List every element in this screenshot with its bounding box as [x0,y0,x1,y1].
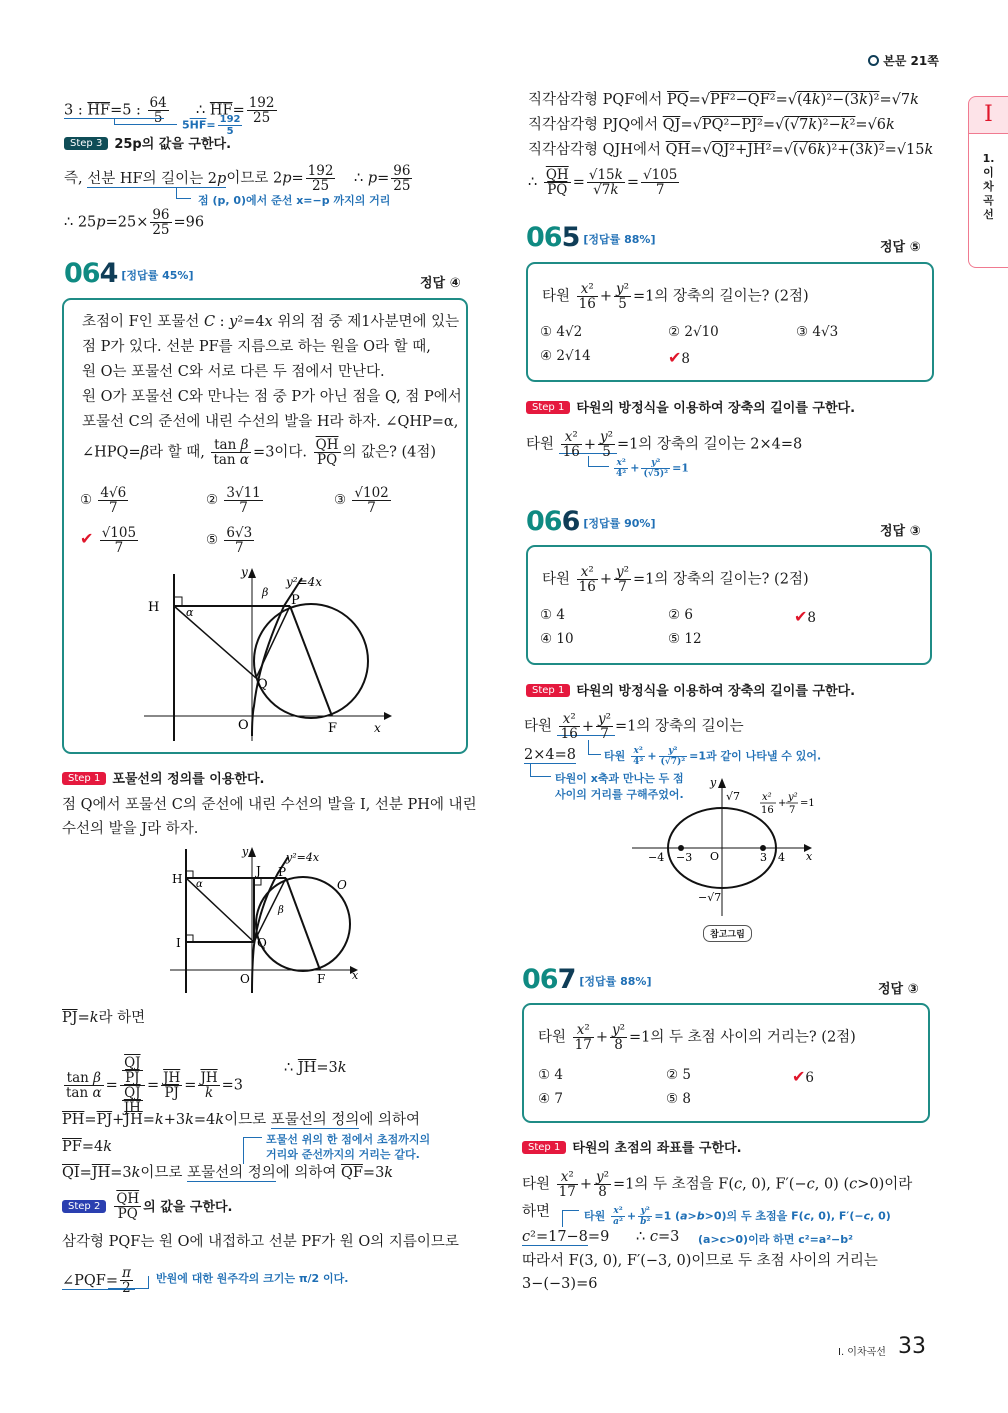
page-number: 33 [898,1334,926,1359]
svg-text:√7: √7 [726,790,741,803]
svg-text:=1: =1 [800,798,815,809]
q065-problem-box [526,262,934,382]
right-line-3: 직각삼각형 QJH에서 $\overline{QH}=√QJ^2+JH^2=√(√6k)^2+(3k)^2=√15k$ [528,142,934,158]
q065-number: 065 [정답률 88%] [526,222,656,253]
q064-problem-line-5: 포물선 C의 준선에 내린 수선의 발을 H라 하자. ∠QHP=α, [82,414,459,430]
svg-text:α: α [186,606,194,619]
cont-note2: 점 (p, 0)에서 준선 x=−p 까지의 거리 [198,194,391,207]
svg-text:I: I [176,936,181,950]
right-line-4: ∴ $\frac{\overline{QH}}{PQ}$ = $\frac{√15k}{√7k}$ = $\frac{√105}{7}$ [528,167,678,198]
q064-step2-text: 삼각형 PQF는 원 O에 내접하고 선분 PF가 원 O의 지름이므로 [62,1234,459,1250]
svg-text:J: J [256,864,261,878]
circle-bullet-icon [868,55,879,66]
q065-choice-4[interactable]: ④ 2√14 [540,348,591,364]
q067-answer: 정답 ③ [878,982,919,997]
page-ref [868,52,939,69]
cont-line1-result: ∴ $\overline{HF}=$ $\frac{192}{25}$ [196,95,275,126]
svg-text:y: y [242,845,249,858]
q064-step1-text-1: 점 Q에서 포물선 C의 준선에 내린 수선의 발을 I, 선분 PH에 내린 [62,797,477,813]
check-mark-icon: ✔ [794,607,808,626]
svg-text:F: F [317,972,326,986]
q064-sol-line-1: $\overline{PJ}=k$라 하면 [62,1010,146,1026]
cont-note2-arrow [176,188,191,199]
cont-line1: 3 : $\overline{HF}=5$ : $\frac{64}{5}$ [64,95,167,126]
check-mark-icon: ✔ [668,348,682,367]
q067-problem-box [522,1003,930,1123]
svg-text:y²=4x: y²=4x [286,851,320,864]
q067-sol-6: 3−(−3)=6 [522,1276,598,1292]
svg-text:O: O [710,850,720,863]
svg-text:y²=4x: y²=4x [286,575,323,589]
svg-text:P: P [278,865,287,879]
q064-choice-4[interactable]: ✔ $\frac{√105}{7}$ [80,525,137,556]
q065-sol: 타원 $\frac{\text{x²}}{16}$ + $\frac{\text{y²}}{5}$ =1의 장축의 길이는 2×4=8 [526,429,803,460]
q067-number: 067 [정답률 88%] [522,964,652,995]
chapter-tab-roman: I [968,96,1008,134]
q067-choice-5[interactable]: ⑤ 8 [666,1091,691,1107]
q065-choice-1[interactable]: ① 4√2 [540,324,583,340]
q064-rate: [정답률 45%] [121,268,194,282]
q066-problem-box [526,545,932,665]
q066-step1-heading: Step 1 타원의 방정식을 이용하여 장축의 길이를 구한다. [526,680,855,699]
q066-note1: 타원 $\frac{\text{x²}}{\text{4²}}$ + $\frac{\text{y²}}{\text{(√7)²}}$ =1과 같이 나타낼 수 있어. [604,746,822,767]
q065-choice-5[interactable]: ✔8 [668,348,690,367]
q066-sol: 타원 $\frac{\text{x²}}{16}$ + $\frac{\text{y²}}{7}$ =1의 장축의 길이는 [524,711,744,742]
svg-text:H: H [148,600,160,615]
svg-text:3: 3 [760,851,767,864]
q065-step1-heading: Step 1 타원의 방정식을 이용하여 장축의 길이를 구한다. [526,397,855,416]
step3-title: 25p의 값을 구한다. [114,137,232,152]
q065-note: $\frac{\text{x²}}{\text{4²}}$ + $\frac{\text{y²}}{\text{(√5)²}}$ =1 [616,458,689,479]
svg-text:β: β [278,905,284,916]
q067-step1-heading: Step 1 타원의 초점의 좌표를 구한다. [522,1137,742,1156]
q064-choice-5[interactable]: ⑤ $\frac{6√3}{7}$ [206,525,253,556]
page-ref-label: 본문 21쪽 [883,54,939,68]
q065-problem: 타원 $\frac{\text{x²}}{16}$ + $\frac{\text{y²}}{5}$ =1의 장축의 길이는? (2점) [542,281,809,312]
q066-choice-3[interactable]: ✔8 [794,607,816,626]
cont-line2: 즉, 선분 HF의 길이는 2p이므로 2p= $\frac{192}{25}$ [64,163,334,194]
q067-problem: 타원 $\frac{\text{x²}}{17}$ + $\frac{\text{y²}}{8}$ =1의 두 초점 사이의 거리는? (2점) [538,1022,856,1053]
q064-step2-eq: ∠PQF= $\frac{\pi}{2}$ [62,1266,135,1295]
q064-sol-line-6: $\overline{QI}=\overline{JH}=3k$이므로 포물선의 정의에 의하여 $\overline{QF}=3k$ [62,1165,394,1181]
q067-note-2: (a>c>0)이라 하면 c²=a²−b² [698,1233,853,1246]
q064-figure-2 [170,845,370,995]
q064-sol-line-4: $\overline{PH}=\overline{PJ}+\overline{JH}=k+3k=4k$이므로 포물선의 정의에 의하여 [62,1112,420,1128]
svg-text:x²: x² [762,792,772,803]
step3-heading [64,133,231,152]
q064-note-circle-connector [108,1276,149,1289]
q066-number: 066 [정답률 90%] [526,506,656,537]
svg-text:x: x [352,969,359,982]
q066-answer: 정답 ③ [880,524,921,539]
q064-step2-badge: Step 2 [62,1200,106,1213]
svg-text:O: O [240,972,250,986]
q064-figure [144,566,404,746]
q066-choice-1[interactable]: ① 4 [540,607,565,623]
q065-choice-3[interactable]: ③ 4√3 [796,324,839,340]
q067-choice-1[interactable]: ① 4 [538,1067,563,1083]
chapter-tab[interactable] [968,96,1008,268]
q064-note-def: 포물선 위의 한 점에서 초점까지의 거리와 준선까지의 거리는 같다. [266,1133,431,1161]
q067-sol-5: 따라서 F(3, 0), F′(−3, 0)이므로 두 초점 사이의 거리는 [522,1253,878,1269]
svg-text:+: + [778,798,787,809]
q064-problem-box [62,298,468,754]
q064-problem-line-1: 초점이 F인 포물선 C : y²=4x 위의 점 중 제1사분면에 있는 [82,314,460,330]
cont-line3: ∴ 25p=25× $\frac{96}{25}$ =96 [64,207,205,238]
right-line-1: 직각삼각형 PQF에서 $\overline{PQ}=√PF^2-QF^2=√(4k)^2-(3k)^2=√7k$ [528,92,919,108]
q066-ref-badge: 참고그림 [703,925,752,942]
svg-text:y: y [710,776,717,789]
svg-text:y: y [241,566,248,579]
svg-text:y²: y² [788,792,798,803]
q066-choice-5[interactable]: ⑤ 12 [668,631,702,647]
q065-note-arrow [588,456,609,467]
q064-step1-text-2: 수선의 발을 J라 하자. [62,821,199,837]
q067-choice-2[interactable]: ② 5 [666,1067,691,1083]
cont-line2-result: ∴ p= $\frac{96}{25}$ [354,163,411,194]
check-mark-icon: ✔ [80,529,94,548]
q066-ellipse-figure [628,776,828,926]
q064-sol-line-3: ∴ $\overline{JH}=3k$ [284,1060,347,1076]
svg-text:α: α [196,879,203,890]
q065-choice-2[interactable]: ② 2√10 [668,324,719,340]
q064-note-def-connector [243,1137,262,1164]
check-mark-icon: ✔ [792,1067,806,1086]
q067-choice-4[interactable]: ④ 7 [538,1091,563,1107]
svg-text:O: O [337,878,347,892]
q066-choice-4[interactable]: ④ 10 [540,631,574,647]
q064-choice-1[interactable]: ① $\frac{4√6}{7}$ [80,485,127,516]
step3-badge: Step 3 [64,137,108,150]
q067-choice-3[interactable]: ✔6 [792,1067,814,1086]
q067-sol-4: ∴ c=3 [636,1229,680,1245]
q064-problem-line-4: 원 O가 포물선 C와 만나는 점 중 P가 아닌 점을 Q, 점 P에서 [82,389,462,405]
q064-choice-3[interactable]: ③ $\frac{√102}{7}$ [334,485,389,516]
q066-sol-2: 2×4=8 [524,747,576,763]
q065-answer: 정답 ⑤ [880,240,921,255]
svg-text:β: β [262,586,269,599]
q066-note2: 타원이 x축과 만나는 두 점 사이의 거리를 구해주었어. [555,772,684,801]
svg-text:Q: Q [257,936,267,950]
q067-note: 타원 $\frac{\text{x²}}{\text{a²}}$ + $\frac{\text{y²}}{\text{b²}}$ =1 (a>b>0)의 두 초점을 F(c, 0), F′(−c, 0) [584,1206,891,1227]
svg-text:16: 16 [761,805,774,816]
q066-problem: 타원 $\frac{\text{x²}}{16}$ + $\frac{\text{y²}}{7}$ =1의 장축의 길이는? (2점) [542,564,809,595]
q066-note1-arrow [588,740,601,755]
svg-text:4: 4 [778,851,785,864]
svg-text:−4: −4 [648,851,665,864]
q064-step1-badge: Step 1 [62,772,106,785]
q064-problem-line-2: 점 P가 있다. 선분 PF를 지름으로 하는 원을 O라 할 때, [82,339,431,355]
q064-step2-heading: Step 2 $\frac{\overline{QH}}{PQ}$ 의 값을 구한다. [62,1192,233,1221]
svg-text:−3: −3 [676,851,693,864]
chapter-tab-name: 1. 이 차 곡 선 [968,134,1008,268]
svg-text:H: H [172,872,183,886]
cont-note1: $5\overline{HF}=$ $\frac{192}{5}$ [182,114,241,137]
q064-sol-line-5: $\overline{PF}=4k$ [62,1139,112,1155]
q067-sol-1: 타원 $\frac{\text{x²}}{17}$ + $\frac{\text{y²}}{8}$ =1의 두 초점을 F(c, 0), F′(−c, 0) (c>0)이라 [522,1169,913,1200]
svg-text:−√7: −√7 [698,891,722,904]
cont-note1-connector-arrow [114,118,177,125]
svg-text:x: x [806,850,813,863]
svg-text:F: F [328,721,338,736]
svg-text:P: P [291,593,300,608]
svg-text:Q: Q [257,677,268,692]
q064-problem-line-6: ∠HPQ=β라 할 때, $\frac{\text{tan β}}{\text{tan α}}$ =3이다. $\frac{\overline{QH}}{PQ}$ 의 값은? (4점) [82,437,437,468]
q067-sol-3: c²=17−8=9 [522,1229,610,1245]
q067-note-arrow [562,1210,579,1227]
footer-chapter: Ⅰ. 이차곡선 [838,1347,886,1358]
svg-text:7: 7 [789,805,796,816]
q064-choice-2[interactable]: ② $\frac{3√11}{7}$ [206,485,261,516]
q064-step1-heading: Step 1 포물선의 정의를 이용한다. [62,768,264,787]
q064-note-circle: 반원에 대한 원주각의 크기는 π/2 이다. [156,1272,349,1285]
q064-problem-line-3: 원 O는 포물선 C와 서로 다른 두 점에서 만난다. [82,364,385,380]
right-line-2: 직각삼각형 PJQ에서 $\overline{QJ}=√PQ^2-PJ^2=√(√7k)^2-k^2=√6k$ [528,117,895,133]
q064-sol-line-2: $\frac{\text{tan β}}{\text{tan α}}$ = $\frac{\frac{\overline{QJ}}{PJ}}{\frac{\overline{QJ}}{JH}}$ = $\frac{\overline{JH}}{PJ}$ = $\frac{\overline{JH}}{k}$ =3 [66,1055,243,1116]
q064-number: 064 [정답률 45%] [64,258,194,289]
q066-choice-2[interactable]: ② 6 [668,607,693,623]
q066-note2-arrow [530,764,551,777]
q067-sol-2: 하면 [522,1204,551,1220]
svg-text:x: x [374,721,381,735]
q064-answer: 정답 ④ [420,276,461,291]
svg-text:O: O [238,718,249,733]
